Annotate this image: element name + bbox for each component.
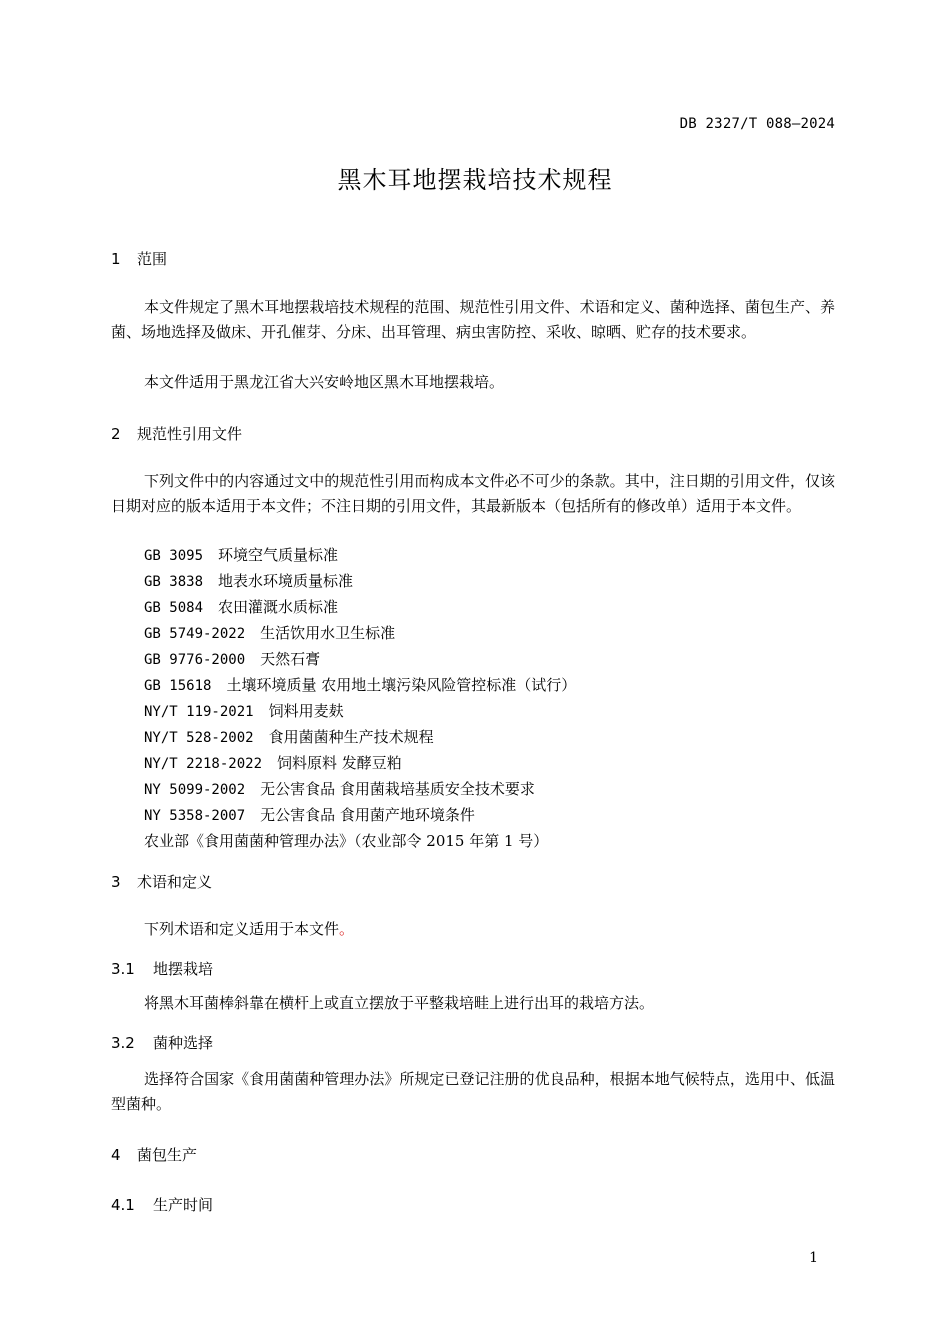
reference-item <box>144 829 576 854</box>
reference-code: GB 3095 <box>144 548 204 564</box>
reference-item <box>144 569 576 595</box>
reference-code: NY/T 2218-2022 <box>144 756 263 772</box>
subsection-number: 3.2 <box>111 1034 135 1052</box>
reference-item <box>144 647 576 673</box>
section-title: 术语和定义 <box>137 873 213 891</box>
section-number: 1 <box>111 250 121 268</box>
reference-code: GB 15618 <box>144 678 212 694</box>
section-4-heading <box>111 1144 197 1165</box>
reference-title: 生活饮用水卫生标准 <box>260 624 396 642</box>
section-number: 2 <box>111 425 121 443</box>
scope-applicability-paragraph: 本文件适用于黑龙江省大兴安岭地区黑木耳地摆栽培。 <box>144 373 505 391</box>
reference-item <box>144 673 576 699</box>
reference-item <box>144 777 576 803</box>
reference-code: NY 5358-2007 <box>144 808 246 824</box>
subsection-title: 菌种选择 <box>153 1034 214 1052</box>
reference-title: 农田灌溉水质标准 <box>218 598 339 616</box>
reference-item <box>144 621 576 647</box>
terms-intro-text: 下列术语和定义适用于本文件 <box>144 920 340 938</box>
subsection-title: 地摆栽培 <box>153 960 214 978</box>
terms-intro-paragraph <box>111 917 835 942</box>
subsection-4-1-heading <box>111 1194 213 1215</box>
reference-item <box>144 803 576 829</box>
section-title: 范围 <box>137 250 168 268</box>
reference-title: 无公害食品 食用菌产地环境条件 <box>260 806 475 824</box>
reference-item <box>144 751 576 777</box>
reference-code: GB 3838 <box>144 574 204 590</box>
reference-item <box>144 543 576 569</box>
document-title: 黑木耳地摆栽培技术规程 <box>337 166 613 194</box>
subsection-number: 3.1 <box>111 960 135 978</box>
subsection-number: 4.1 <box>111 1196 135 1214</box>
section-title: 菌包生产 <box>137 1146 198 1164</box>
subsection-3-1-heading <box>111 958 213 979</box>
reference-title: 无公害食品 食用菌栽培基质安全技术要求 <box>260 780 535 798</box>
reference-item <box>144 699 576 725</box>
reference-code: NY/T 119-2021 <box>144 704 254 720</box>
reference-title: 农业部《食用菌菌种管理办法》（农业部令 2015 年第 1 号） <box>144 832 549 850</box>
reference-item <box>144 595 576 621</box>
reference-list <box>144 543 576 854</box>
normative-references-paragraph: 下列文件中的内容通过文中的规范性引用而构成本文件必不可少的条款。其中，注日期的引用文件，仅该日期对应的版本适用于本文件；不注日期的引用文件，其最新版本（包括所有的修改单）适用于本文件。 <box>111 472 835 515</box>
reference-title: 环境空气质量标准 <box>218 546 339 564</box>
subsection-3-2-heading <box>111 1032 213 1053</box>
reference-title: 天然石膏 <box>260 650 321 668</box>
ground-cultivation-definition: 将黑木耳菌棒斜靠在横杆上或直立摆放于平整栽培畦上进行出耳的栽培方法。 <box>144 994 655 1012</box>
terms-intro-period: 。 <box>339 920 355 938</box>
reference-code: NY/T 528-2002 <box>144 730 254 746</box>
section-3-heading <box>111 871 212 892</box>
subsection-title: 生产时间 <box>153 1196 214 1214</box>
reference-title: 食用菌菌种生产技术规程 <box>268 728 434 746</box>
section-1-heading <box>111 248 167 269</box>
reference-title: 地表水环境质量标准 <box>218 572 354 590</box>
page-number: 1 <box>809 1250 818 1266</box>
reference-title: 饲料原料 发酵豆粕 <box>277 754 402 772</box>
standard-number: DB 2327/T 088—2024 <box>679 116 835 132</box>
reference-item <box>144 725 576 751</box>
scope-paragraph: 本文件规定了黑木耳地摆栽培技术规程的范围、规范性引用文件、术语和定义、菌种选择、菌包生产、养菌、场地选择及做床、开孔催芽、分床、出耳管理、病虫害防控、采收、晾晒、贮存的技术要求。 <box>111 298 835 341</box>
section-number: 3 <box>111 873 121 891</box>
reference-code: NY 5099-2002 <box>144 782 246 798</box>
section-2-heading <box>111 423 242 444</box>
reference-title: 土壤环境质量 农用地土壤污染风险管控标准（试行） <box>226 676 577 694</box>
reference-title: 饲料用麦麸 <box>268 702 344 720</box>
section-number: 4 <box>111 1146 121 1164</box>
strain-selection-paragraph: 选择符合国家《食用菌菌种管理办法》所规定已登记注册的优良品种，根据本地气候特点，选用中、低温型菌种。 <box>111 1070 835 1113</box>
reference-code: GB 5749-2022 <box>144 626 246 642</box>
section-title: 规范性引用文件 <box>137 425 243 443</box>
reference-code: GB 9776-2000 <box>144 652 246 668</box>
reference-code: GB 5084 <box>144 600 204 616</box>
